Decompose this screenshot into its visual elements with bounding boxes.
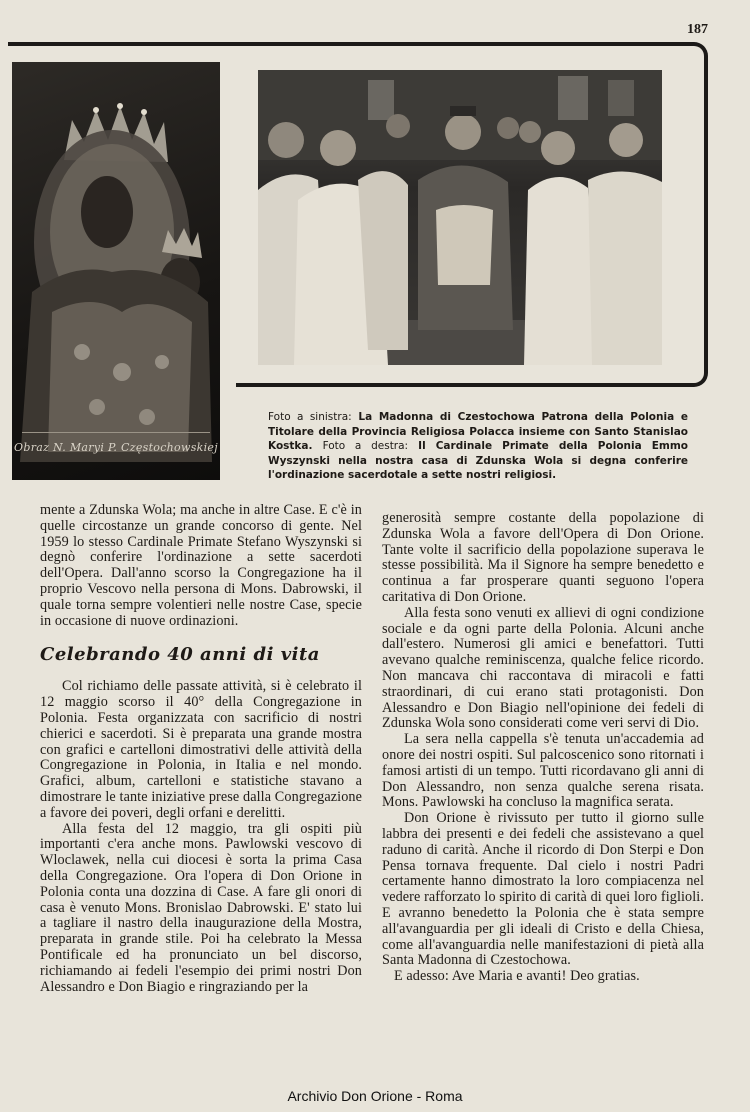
closing-line: E adesso: Ave Maria e avanti! Deo gratias. (394, 968, 640, 985)
madonna-photo (12, 62, 220, 480)
caption-left-label: Foto a sinistra: (268, 411, 352, 423)
archive-label: Archivio Don Orione - Roma (287, 1088, 463, 1104)
article-paragraph: Col richiamo delle passate attività, si è celebrato il 12 maggio scorso il 40° della Congregazione in Polonia. Festa organizzata con sacrificio di nostri chierici e sacerdoti. Si è preparata una grande mostra con grafici e cartelloni dimostrativi delle attività della Congregazione in Polonia, in Italia e nel mondo. Grafici, album, cartelloni e statistiche stavano a dimostrare le tante iniziative prese dalla Congregazione a favore dei poveri, degli orfani e derelitti. (40, 678, 362, 821)
article-paragraph: generosità sempre costante della popolazione di Zdunska Wola a favore dell'Opera di Don Orione. Tante volte il sacrificio della popolazione superava le stesse possibilità. Ma il Signore ha sempre benedetto e continua a far prosperare quanti seguono l'opera caritativa di Don Orione. (382, 510, 704, 605)
article-column-right (382, 511, 704, 985)
section-heading: Celebrando 40 anni di vita (40, 644, 320, 666)
madonna-icon (12, 62, 220, 480)
article-intro: mente a Zdunska Wola; ma anche in altre Case. E c'è in quelle circostanze un grande concorso di gente. Nel 1959 lo stesso Cardinale Primate Stefano Wyszynski si degnò conferire l'ordinazione a sette sacerdoti dell'Opera. Dall'anno scorso la Congregazione ha il proprio Vescovo nella persona di Mons. Dabrowski, il quale torna sempre volentieri nelle nostre Case, specie in occasione di nuove ordinazioni. (40, 502, 362, 629)
photo-caption (268, 410, 688, 483)
article-column-left (40, 503, 362, 995)
cardinal-group-photo (258, 70, 662, 365)
article-paragraph: Don Orione è rivissuto per tutto il giorno sulle labbra dei presenti e dei fedeli che assistevano a quel raduno di carità. Anche il ricordo di Don Sterpi e Don Pensa tornava frequente. Dal cielo i nostri Padri certamente hanno dimostrato la loro compiacenza nel vedere rafforzato lo spirito di carità di quei loro figlioli. E avranno benedetto la Polonia che è stata sempre all'avanguardia per gli ideali di Cristo e della Chiesa, come all'avanguardia nelle manifestazioni di pietà alla Santa Madonna di Czestochowa. (382, 810, 704, 969)
article-paragraph: La sera nella cappella s'è tenuta un'accademia ad onore dei nostri ospiti. Sul palcoscenico sono ritornati i famosi artisti di un tempo. Tutti ricordavano gli anni di Don Alessandro, non senza qualche serena risata. Mons. Pawlowski ha concluso la magnifica serata. (382, 731, 704, 811)
caption-right-label: Foto a destra: (322, 440, 409, 453)
article-paragraph: Alla festa del 12 maggio, tra gli ospiti più importanti c'era anche mons. Pawlowski vescovo di Wloclawek, nella cui diocesi è sorta la prima Casa della Congregazione. Ora l'opera di Don Orione in Polonia conta una dozzina di Case. A fare gli onori di casa è venuto Mons. Bronislao Dabrowski. E' stato lui a tagliare il nastro della inaugurazione della Mostra, preparata in grande stile. Poi ha celebrato la Messa Pontificale ed ha pronunciato un bel discorso, richiamando ai fedeli l'esempio dei primi nostri Don Alessandro e Don Biagio e ringraziando per la (40, 820, 362, 995)
caption-right-text: Il Cardinale Primate della Polonia Emmo Wyszynski nella nostra casa di Zdunska Wola si degna conferire l'ordinazione sacerdotale a sette nostri religiosi. (268, 440, 689, 482)
group-photo-icon (258, 70, 662, 365)
madonna-inscription: Obraz N. Maryi P. Częstochowskiej (14, 441, 218, 454)
caption-left-text: La Madonna di Czestochowa Patrona della Polonia e Titolare della Provincia Religiosa Polacca insieme con Santo Stanislao Kostka. (268, 411, 688, 453)
page-number: 187 (687, 22, 708, 37)
article-paragraph: Alla festa sono venuti ex allievi di ogni condizione sociale e da ogni parte della Polonia. Alcuni anche dall'estero. Numerosi gli amici e benefattori. Tutti avevano qualche reminiscenza, qualche felice ricordo. Non mancava chi raccontava di miracoli e fatti straordinari, di cui erano stati protagonisti. Don Alessandro e Don Biagio nell'opinione dei fedeli di Zdunska Wola sono considerati come veri servi di Dio. (382, 604, 704, 732)
